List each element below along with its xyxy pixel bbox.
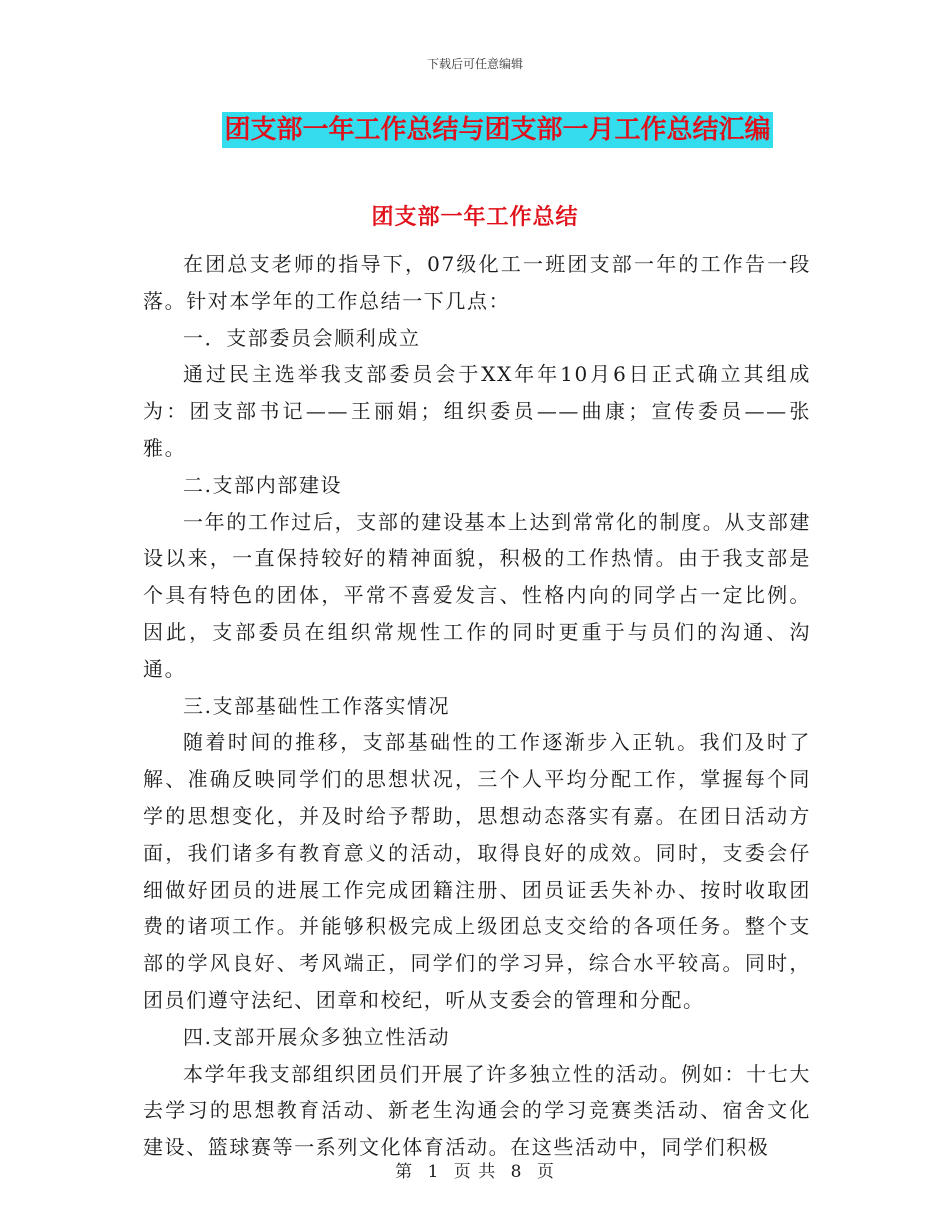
heading-2: 二.支部内部建设 bbox=[183, 472, 343, 497]
section-title: 团支部一年工作总结 bbox=[371, 205, 579, 230]
heading-4: 四.支部开展众多独立性活动 bbox=[183, 1024, 451, 1049]
paragraph-2: 一年的工作过后，支部的建设基本上达到常常化的制度。从支部建设以来，一直保持较好的精神面貌，积极的工作热情。由于我支部是个具有特色的团体，平常不喜爱发言、性格内向的同学占一定比例。因此，支部委员在组织常规性工作的同时更重于与员们的沟通、沟通。 bbox=[143, 509, 811, 681]
footer-suffix: 页 bbox=[536, 1162, 555, 1182]
header-note: 下载后可任意编辑 bbox=[426, 57, 523, 71]
main-title-wrap bbox=[0, 112, 950, 148]
paragraph-3: 随着时间的推移，支部基础性的工作逐渐步入正轨。我们及时了解、准确反映同学们的思想状况，三个人平均分配工作，掌握每个同学的思想变化，并及时给予帮助，思想动态落实有嘉。在团日活动方面，我们诸多有教育意义的活动，取得良好的成效。同时，支委会仔细做好团员的进展工作完成团籍注册、团员证丢失补办、按时收取团费的诸项工作。并能够积极完成上级团总支交给的各项任务。整个支部的学风良好、考风端正，同学们的学习异，综合水平较高。同时，团员们遵守法纪、团章和校纪，听从支委会的管理和分配。 bbox=[143, 730, 811, 1012]
heading-3: 三.支部基础性工作落实情况 bbox=[183, 693, 451, 718]
paragraph-4: 本学年我支部组织团员们开展了许多独立性的活动。例如：十七大去学习的思想教育活动、新老生沟通会的学习竞赛类活动、宿舍文化建设、篮球赛等一系列文化体育活动。在这些活动中，同学们积极 bbox=[143, 1061, 811, 1160]
footer-prefix: 第 bbox=[395, 1162, 414, 1182]
footer-middle: 页 共 bbox=[453, 1162, 497, 1182]
body-text bbox=[143, 246, 811, 1166]
heading-1: 一．支部委员会顺利成立 bbox=[183, 325, 421, 350]
footer-page-number: 1 bbox=[427, 1162, 440, 1182]
main-title: 团支部一年工作总结与团支部一月工作总结汇编 bbox=[222, 112, 772, 148]
paragraph-1: 通过民主选举我支部委员会于XX年年10月6日正式确立其组成为：团支部书记——王丽娟；组织委员——曲康；宣传委员——张雅。 bbox=[143, 362, 811, 460]
page-footer bbox=[0, 1157, 950, 1182]
paragraph-intro: 在团总支老师的指导下，07级化工一班团支部一年的工作告一段落。针对本学年的工作总结一下几点： bbox=[143, 252, 811, 313]
footer-total-pages: 8 bbox=[510, 1162, 523, 1182]
